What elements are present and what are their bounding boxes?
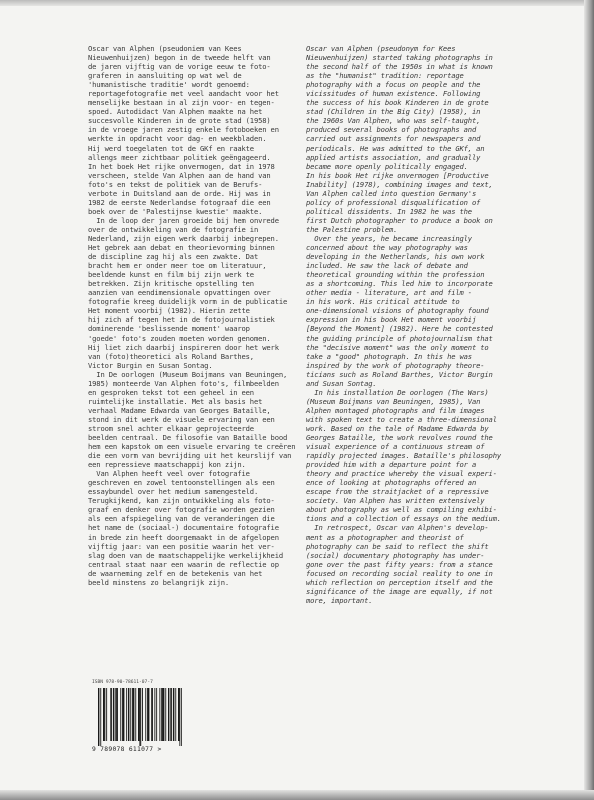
text-line: developing in the Netherlands, his own work — [306, 252, 485, 262]
barcode-block — [92, 680, 184, 760]
text-line: 1985) monteerde Van Alphen foto's, filmbeelden — [88, 378, 279, 388]
text-line: boek over de 'Palestijnse kwestie' maakte. — [88, 206, 263, 216]
text-line: die een vorm van bevrijding uit het keurslijf van — [88, 451, 292, 461]
text-line: applied artists association, and gradually — [306, 152, 481, 162]
text-line: other media - literature, art and film - — [306, 288, 472, 298]
text-line: Hij werd toegelaten tot de GKf en raakte — [88, 143, 254, 153]
text-line: graferen in aansluiting op wat wel de — [88, 71, 242, 81]
text-line: hem een kapstok om een visuele ervaring te creëren — [88, 442, 296, 452]
text-line: vijftig jaar: van een positie waarin het ver- — [88, 541, 275, 551]
text-line: Oscar van Alphen (pseudonym for Kees — [306, 44, 456, 53]
text-line: rapidly projected images. Bataille's philosophy — [306, 451, 502, 461]
text-line: Hij liet zich daarbij inspireren door het werk — [88, 342, 279, 352]
barcode-bar — [156, 688, 157, 741]
text-line: the "decisive moment" was the only moment to — [306, 342, 489, 352]
text-line: de discipline zag hij als een zwakte. Dat — [88, 252, 259, 262]
text-line: verscheen, stelde Van Alphen aan de hand van — [88, 170, 271, 180]
barcode-bar — [113, 688, 114, 741]
text-line: essaybundel over het medium samengesteld. — [88, 487, 259, 497]
barcode-bar — [152, 688, 153, 741]
barcode-bar — [122, 688, 123, 741]
text-line: the success of his book Kinderen in de grote — [306, 98, 489, 108]
text-line: with spoken text to create a three-dimensional — [306, 414, 497, 424]
text-line: In retrospect, Oscar van Alphen's develop- — [306, 523, 489, 533]
dutch-text-column — [88, 44, 298, 587]
text-line: Georges Bataille, the work revolves round the — [306, 433, 493, 443]
text-line: [Beyond the Moment] (1982). Here he contested — [306, 324, 493, 334]
text-line: Inability] (1978), combining images and text, — [306, 179, 493, 189]
text-line: verhaal Madame Edwarda van Georges Bataille, — [88, 405, 271, 415]
text-line: 'goede' foto's zouden moeten worden genomen. — [88, 333, 271, 343]
text-line: Van Alphen called into question Germany's — [306, 188, 477, 198]
barcode-bar — [133, 688, 134, 741]
barcode-bar — [163, 688, 164, 741]
text-line: geschreven en zowel tentoonstellingen als een — [88, 478, 275, 488]
text-line: work. Based on the tale of Madame Edwarda by — [306, 423, 489, 433]
text-line: Van Alphen heeft veel over fotografie — [88, 469, 250, 479]
barcode-bar — [100, 688, 101, 746]
barcode-digits: 9 789078 611077 > — [92, 746, 162, 753]
barcode-bar — [140, 688, 141, 746]
text-line: In het boek Het rijke onvermogen, dat in 1978 — [88, 161, 275, 171]
bottom-edge-shadow — [0, 790, 594, 800]
barcode-bar — [130, 688, 131, 741]
text-line: 'humanistische traditie' wordt genoemd: — [88, 80, 250, 90]
text-line: Oscar van Alphen (pseudoniem van Kees — [88, 44, 242, 53]
text-line: society. Van Alphen has written extensively — [306, 496, 485, 506]
barcode-bar — [178, 688, 179, 741]
text-line: expression in his book Het moment voorbij — [306, 315, 477, 325]
barcode-bar — [179, 688, 180, 746]
text-line: included. He saw the lack of debate and — [306, 261, 468, 271]
barcode-bar — [138, 688, 139, 741]
text-line: werkte in opdracht voor dag- en weekbladen. — [88, 134, 267, 144]
text-line: In De oorlogen (Museum Boijmans van Beuningen, — [88, 369, 288, 379]
text-line: ment as a photographer and theorist of — [306, 532, 464, 542]
text-line: slag doen van de maatschappelijke werkelijkheid — [88, 550, 284, 560]
text-line: allengs meer zichtbaar politiek geëngageerd. — [88, 152, 271, 162]
text-line: (Museum Boijmans van Beuningen, 1985), Van — [306, 396, 481, 406]
text-line: about photography as well as compiling exhibi- — [306, 505, 497, 515]
text-line: one-dimensional visions of photography found — [306, 306, 489, 316]
barcode-bar — [111, 688, 112, 741]
text-line: als een afspiegeling van de veranderingen die — [88, 514, 275, 524]
text-line: photography can be said to reflect the shift — [306, 541, 489, 551]
barcode-bar — [135, 688, 136, 741]
text-line: first Dutch photographer to produce a book on — [306, 215, 493, 225]
text-line: In his book Het rijke onvermogen [Productive — [306, 170, 489, 180]
barcode-bar — [181, 688, 182, 746]
barcode-bar — [171, 688, 172, 741]
barcode-bar — [173, 688, 174, 741]
text-line: beelden centraal. De filosofie van Bataille bood — [88, 433, 288, 443]
text-line: visual experience of a continuous stream of — [306, 442, 485, 452]
text-line: theoretical grounding within the profession — [306, 270, 485, 280]
barcode-bar — [175, 688, 176, 741]
text-line: periodicals. He was admitted to the GKf, an — [306, 143, 485, 153]
barcode-bar — [117, 688, 118, 741]
barcode-bar — [162, 688, 163, 741]
text-line: foto's en tekst de politiek van de Berufs- — [88, 179, 263, 189]
text-line: Victor Burgin en Susan Sontag. — [88, 360, 213, 370]
text-line: in his work. His critical attitude to — [306, 297, 460, 307]
text-line: fotografie kreeg duidelijk vorm in de publicatie — [88, 297, 288, 307]
text-line: beeld minstens zo belangrijk zijn. — [88, 577, 230, 587]
text-line: verbote in Duitsland aan de orde. Hij was in — [88, 188, 271, 198]
text-line: de jaren vijftig van de vorige eeuw te foto- — [88, 62, 271, 72]
text-line: spoed. Autodidact Van Alphen maakte na het — [88, 107, 263, 117]
barcode-bar — [159, 688, 160, 741]
text-line: in brede zin heeft doorgemaakt in de afgelopen — [88, 532, 279, 542]
text-line: Het gebrek aan debat en theorievorming binnen — [88, 243, 275, 253]
text-line: stond in dit werk de visuele ervaring van een — [88, 414, 275, 424]
barcode-bar — [123, 688, 124, 741]
top-edge-shadow — [0, 0, 594, 6]
barcode-bar — [115, 688, 116, 741]
text-line: 1982 de eerste Nederlandse fotograaf die een — [88, 197, 271, 207]
barcode-bar — [116, 688, 117, 741]
barcode-bar — [120, 688, 121, 741]
text-line: significance of the image are equally, if not — [306, 586, 493, 596]
barcode-bar — [126, 688, 127, 741]
text-line: tions and a collection of essays on the medium. — [306, 514, 502, 524]
text-line: Terugkijkend, kan zijn ontwikkeling als foto- — [88, 496, 275, 506]
english-text-column — [306, 44, 511, 605]
text-line: aanzien van eendimensionale opvattingen over — [88, 288, 271, 298]
text-line: take a "good" photograph. In this he was — [306, 351, 472, 361]
text-line: van (foto)theoretici als Roland Barthes, — [88, 351, 254, 361]
text-line: political dissidents. In 1982 he was the — [306, 206, 472, 216]
barcode-bar — [106, 688, 107, 741]
barcode-bar — [168, 688, 169, 741]
text-line: ticians such as Roland Barthes, Victor Burgin — [306, 369, 493, 379]
barcode-bar — [139, 688, 140, 746]
text-line: Nieuwenhuijzen) begon in de tweede helft van — [88, 53, 271, 63]
text-line: and Susan Sontag. — [306, 378, 377, 388]
barcode-bar — [110, 688, 111, 741]
text-line: over de ontwikkeling van de fotografie in — [88, 224, 259, 234]
barcode-bar — [103, 688, 104, 741]
barcode-bar — [98, 688, 99, 746]
text-line: graaf en denker over fotografie worden gezien — [88, 505, 275, 515]
text-line: Het moment voorbij (1982). Hierin zette — [88, 306, 250, 316]
text-line: produced several books of photographs and — [306, 125, 477, 135]
text-line: hij zich af tegen het in de fotojournalistiek — [88, 315, 275, 325]
text-line: as the "humanist" tradition: reportage — [306, 71, 464, 81]
barcode-bar — [147, 688, 148, 741]
text-line: succesvolle Kinderen in de grote stad (1958) — [88, 116, 271, 126]
barcode-bar — [128, 688, 129, 741]
text-line: en gesproken tekst tot een geheel in een — [88, 387, 254, 397]
text-line: theory and practice whereby the visual experi- — [306, 469, 497, 479]
barcode-bar — [151, 688, 152, 741]
text-line: which reflection on perception itself and the — [306, 577, 493, 587]
text-line: vicissitudes of human existence. Following — [306, 89, 481, 99]
text-line: reportagefotografie met veel aandacht voor het — [88, 89, 279, 99]
text-line: more, important. — [306, 595, 373, 605]
barcode-bars — [98, 688, 182, 746]
text-line: the Palestine problem. — [306, 224, 398, 234]
text-line: Alphen montaged photographs and film images — [306, 405, 485, 415]
barcode-bar — [132, 688, 133, 741]
text-line: menselijke bestaan in al zijn voor- en tegen- — [88, 98, 275, 108]
text-line: in de vroege jaren zestig enkele fotoboeken en — [88, 125, 279, 135]
text-line: Over the years, he became increasingly — [306, 233, 472, 243]
text-line: gone over the past fifty years: from a stance — [306, 559, 493, 569]
text-line: stad (Children in the Big City) (1958), in — [306, 107, 481, 117]
text-line: het name de (sociaal-) documentaire fotografie — [88, 523, 279, 533]
text-line: een repressieve maatschappij kon zijn. — [88, 460, 246, 470]
text-line: carried out assignments for newspapers and — [306, 134, 481, 144]
text-line: focused on recording social reality to one in — [306, 568, 493, 578]
text-line: photography with a focus on people and the — [306, 80, 481, 90]
text-line: de waarneming zelf en de betekenis van het — [88, 568, 263, 578]
barcode-bar — [104, 688, 105, 741]
text-line: the 1960s Van Alphen, who was self-taught, — [306, 116, 481, 126]
text-line: the second half of the 1950s in what is known — [306, 62, 493, 72]
text-line: inspired by the work of photography theore- — [306, 360, 485, 370]
text-line: ruimtelijke installatie. Met als basis het — [88, 396, 263, 406]
text-line: policy of professional disqualification of — [306, 197, 481, 207]
isbn-label: ISBN 978-90-78611-07-7 — [92, 680, 153, 685]
text-line: dominerende 'beslissende moment' waarop — [88, 324, 250, 334]
text-line: (social) documentary photography has under- — [306, 550, 485, 560]
barcode-bar — [142, 688, 143, 741]
barcode-bar — [154, 688, 155, 741]
barcode-bar — [165, 688, 166, 741]
barcode-bar — [145, 688, 146, 741]
text-line: concerned about the way photography was — [306, 243, 468, 253]
barcode-bar — [170, 688, 171, 741]
text-line: betrekken. Zijn kritische opstelling ten — [88, 279, 254, 289]
text-line: escape from the straitjacket of a repressive — [306, 487, 489, 497]
text-line: In his installation De oorlogen (The Wars) — [306, 387, 489, 397]
barcode-bar — [148, 688, 149, 741]
text-line: stroom snel achter elkaar geprojecteerde — [88, 423, 254, 433]
text-line: provided him with a departure point for a — [306, 460, 477, 470]
text-line: bracht hem er onder meer toe om literatuur, — [88, 261, 267, 271]
text-line: Nieuwenhuijzen) started taking photographs in — [306, 53, 493, 63]
text-line: as a shortcoming. This led him to incorporate — [306, 279, 493, 289]
text-line: the guiding principle of photojournalism that — [306, 333, 493, 343]
barcode-bar — [161, 688, 162, 741]
text-line: beeldende kunst en film bij zijn werk te — [88, 270, 254, 280]
text-line: centraal staat naar een waarin de reflectie op — [88, 559, 279, 569]
text-line: became more openly politically engaged. — [306, 161, 468, 171]
text-line: In de loop der jaren groeide bij hem onvrede — [88, 215, 279, 225]
spine-edge-shadow — [584, 0, 594, 800]
text-line: ence of looking at photographs offered an — [306, 478, 477, 488]
text-line: Nederland, zijn eigen werk daarbij inbegrepen. — [88, 233, 279, 243]
